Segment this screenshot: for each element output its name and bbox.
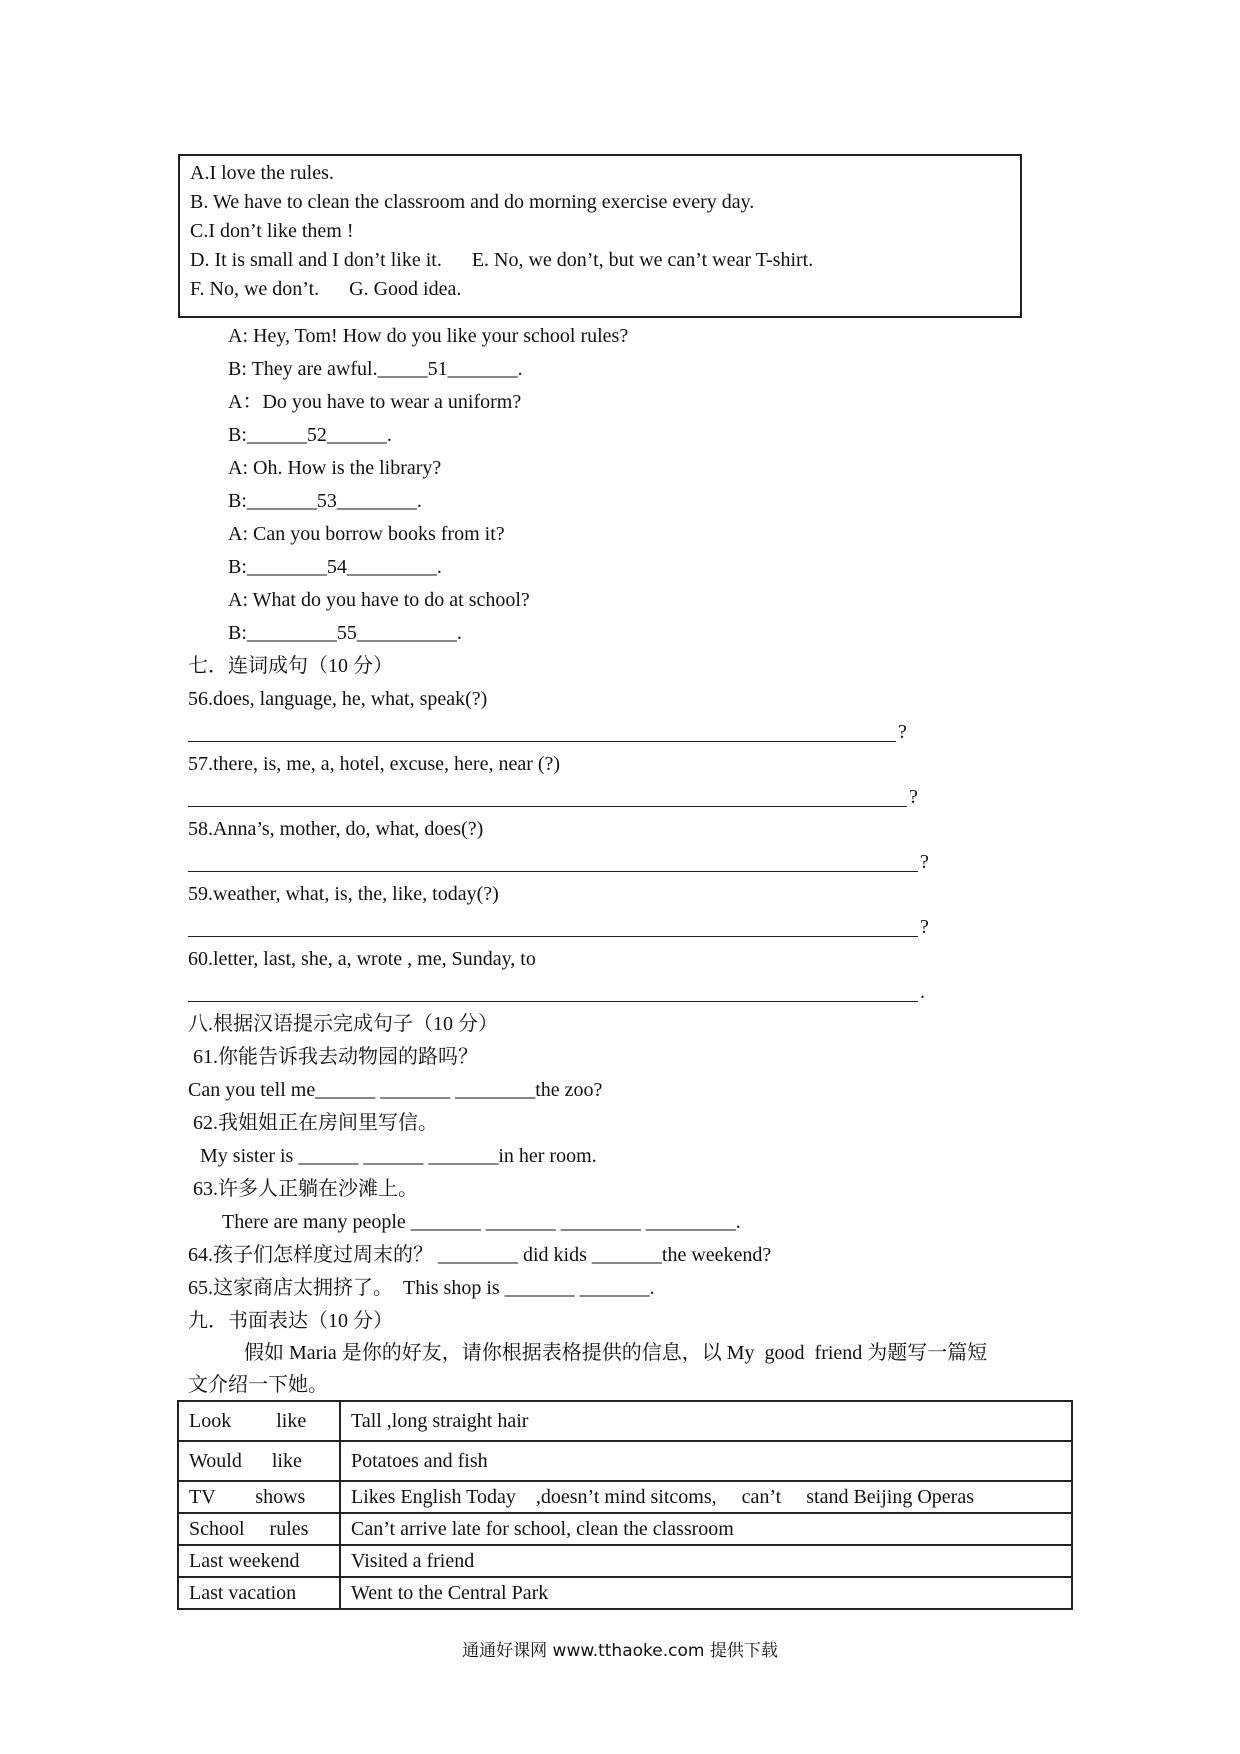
dialogue-line: A: What do you have to do at school?	[228, 589, 530, 611]
question-prompt: 59.weather, what, is, the, like, today(?)	[188, 883, 499, 905]
fill-sentence: Can you tell me______ _______ ________the zoo?	[188, 1079, 603, 1101]
table-key: Would like	[178, 1441, 340, 1481]
table-key: Last weekend	[178, 1545, 340, 1577]
dialogue-line: B:_________55__________.	[228, 622, 462, 644]
section-heading: 九．书面表达（10 分）	[188, 1310, 393, 1332]
section-heading: 七．连词成句（10 分）	[188, 655, 393, 677]
answer-line	[188, 871, 918, 872]
question-prompt: 60.letter, last, she, a, wrote , me, Sunday, to	[188, 948, 536, 970]
table-value: Can’t arrive late for school, clean the classroom	[340, 1513, 1072, 1545]
info-table	[177, 1400, 1073, 1610]
answer-line	[188, 806, 907, 807]
option-line: A.I love the rules.	[190, 162, 334, 184]
dialogue-line: A: Oh. How is the library?	[228, 457, 442, 479]
answer-line	[188, 1001, 918, 1002]
dialogue-line: B:______52______.	[228, 424, 392, 446]
end-mark: ?	[920, 916, 929, 938]
end-mark: ?	[920, 851, 929, 873]
table-row	[178, 1481, 1072, 1513]
section-heading: 八.根据汉语提示完成句子（10 分）	[188, 1013, 498, 1035]
table-key: Last vacation	[178, 1577, 340, 1609]
answer-line	[188, 936, 918, 937]
table-value: Likes English Today ,doesn’t mind sitcoms, can’t stand Beijing Operas	[340, 1481, 1072, 1513]
table-row	[178, 1577, 1072, 1609]
table-key: School rules	[178, 1513, 340, 1545]
table-key: Look like	[178, 1401, 340, 1441]
option-line: C.I don’t like them !	[190, 220, 354, 242]
fill-sentence: There are many people _______ _______ ________ _________.	[222, 1211, 741, 1233]
end-mark: .	[920, 981, 925, 1003]
table-row	[178, 1545, 1072, 1577]
dialogue-line: A: Can you borrow books from it?	[228, 523, 505, 545]
dialogue-line: A：Do you have to wear a uniform?	[228, 391, 522, 413]
table-key: TV shows	[178, 1481, 340, 1513]
option-line: D. It is small and I don’t like it. E. No, we don’t, but we can’t wear T-shirt.	[190, 249, 814, 271]
table-row	[178, 1513, 1072, 1545]
question-prompt: 58.Anna’s, mother, do, what, does(?)	[188, 818, 484, 840]
answer-line	[188, 741, 896, 742]
options-box	[178, 154, 1022, 318]
end-mark: ?	[909, 786, 918, 808]
writing-prompt: 文介绍一下她。	[188, 1374, 328, 1396]
table-row	[178, 1441, 1072, 1481]
question-prompt: 57.there, is, me, a, hotel, excuse, here, near (?)	[188, 753, 561, 775]
writing-prompt: 假如 Maria 是你的好友，请你根据表格提供的信息，以 My good friend 为题写一篇短	[244, 1342, 988, 1364]
dialogue-line: A: Hey, Tom! How do you like your school rules?	[228, 325, 629, 347]
table-row	[178, 1401, 1072, 1441]
fill-sentence: 64.孩子们怎样度过周末的？ ________ did kids _______the weekend?	[188, 1244, 772, 1266]
dialogue-line: B:________54_________.	[228, 556, 442, 578]
table-value: Went to the Central Park	[340, 1577, 1072, 1609]
fill-sentence: 65.这家商店太拥挤了。 This shop is _______ _______.	[188, 1277, 655, 1299]
end-mark: ?	[898, 721, 907, 743]
table-value: Potatoes and fish	[340, 1441, 1072, 1481]
chinese-prompt: 63.许多人正躺在沙滩上。	[188, 1178, 418, 1200]
page-footer: 通通好课网 www.tthaoke.com 提供下载	[462, 1641, 778, 1661]
option-line: F. No, we don’t. G. Good idea.	[190, 278, 462, 300]
option-line: B. We have to clean the classroom and do morning exercise every day.	[190, 191, 755, 213]
chinese-prompt: 61.你能告诉我去动物园的路吗？	[188, 1046, 478, 1068]
chinese-prompt: 62.我姐姐正在房间里写信。	[188, 1112, 438, 1134]
fill-sentence: My sister is ______ ______ _______in her room.	[200, 1145, 597, 1167]
table-value: Visited a friend	[340, 1545, 1072, 1577]
question-prompt: 56.does, language, he, what, speak(?)	[188, 688, 488, 710]
dialogue-line: B: They are awful._____51_______.	[228, 358, 523, 380]
table-value: Tall ,long straight hair	[340, 1401, 1072, 1441]
dialogue-line: B:_______53________.	[228, 490, 422, 512]
